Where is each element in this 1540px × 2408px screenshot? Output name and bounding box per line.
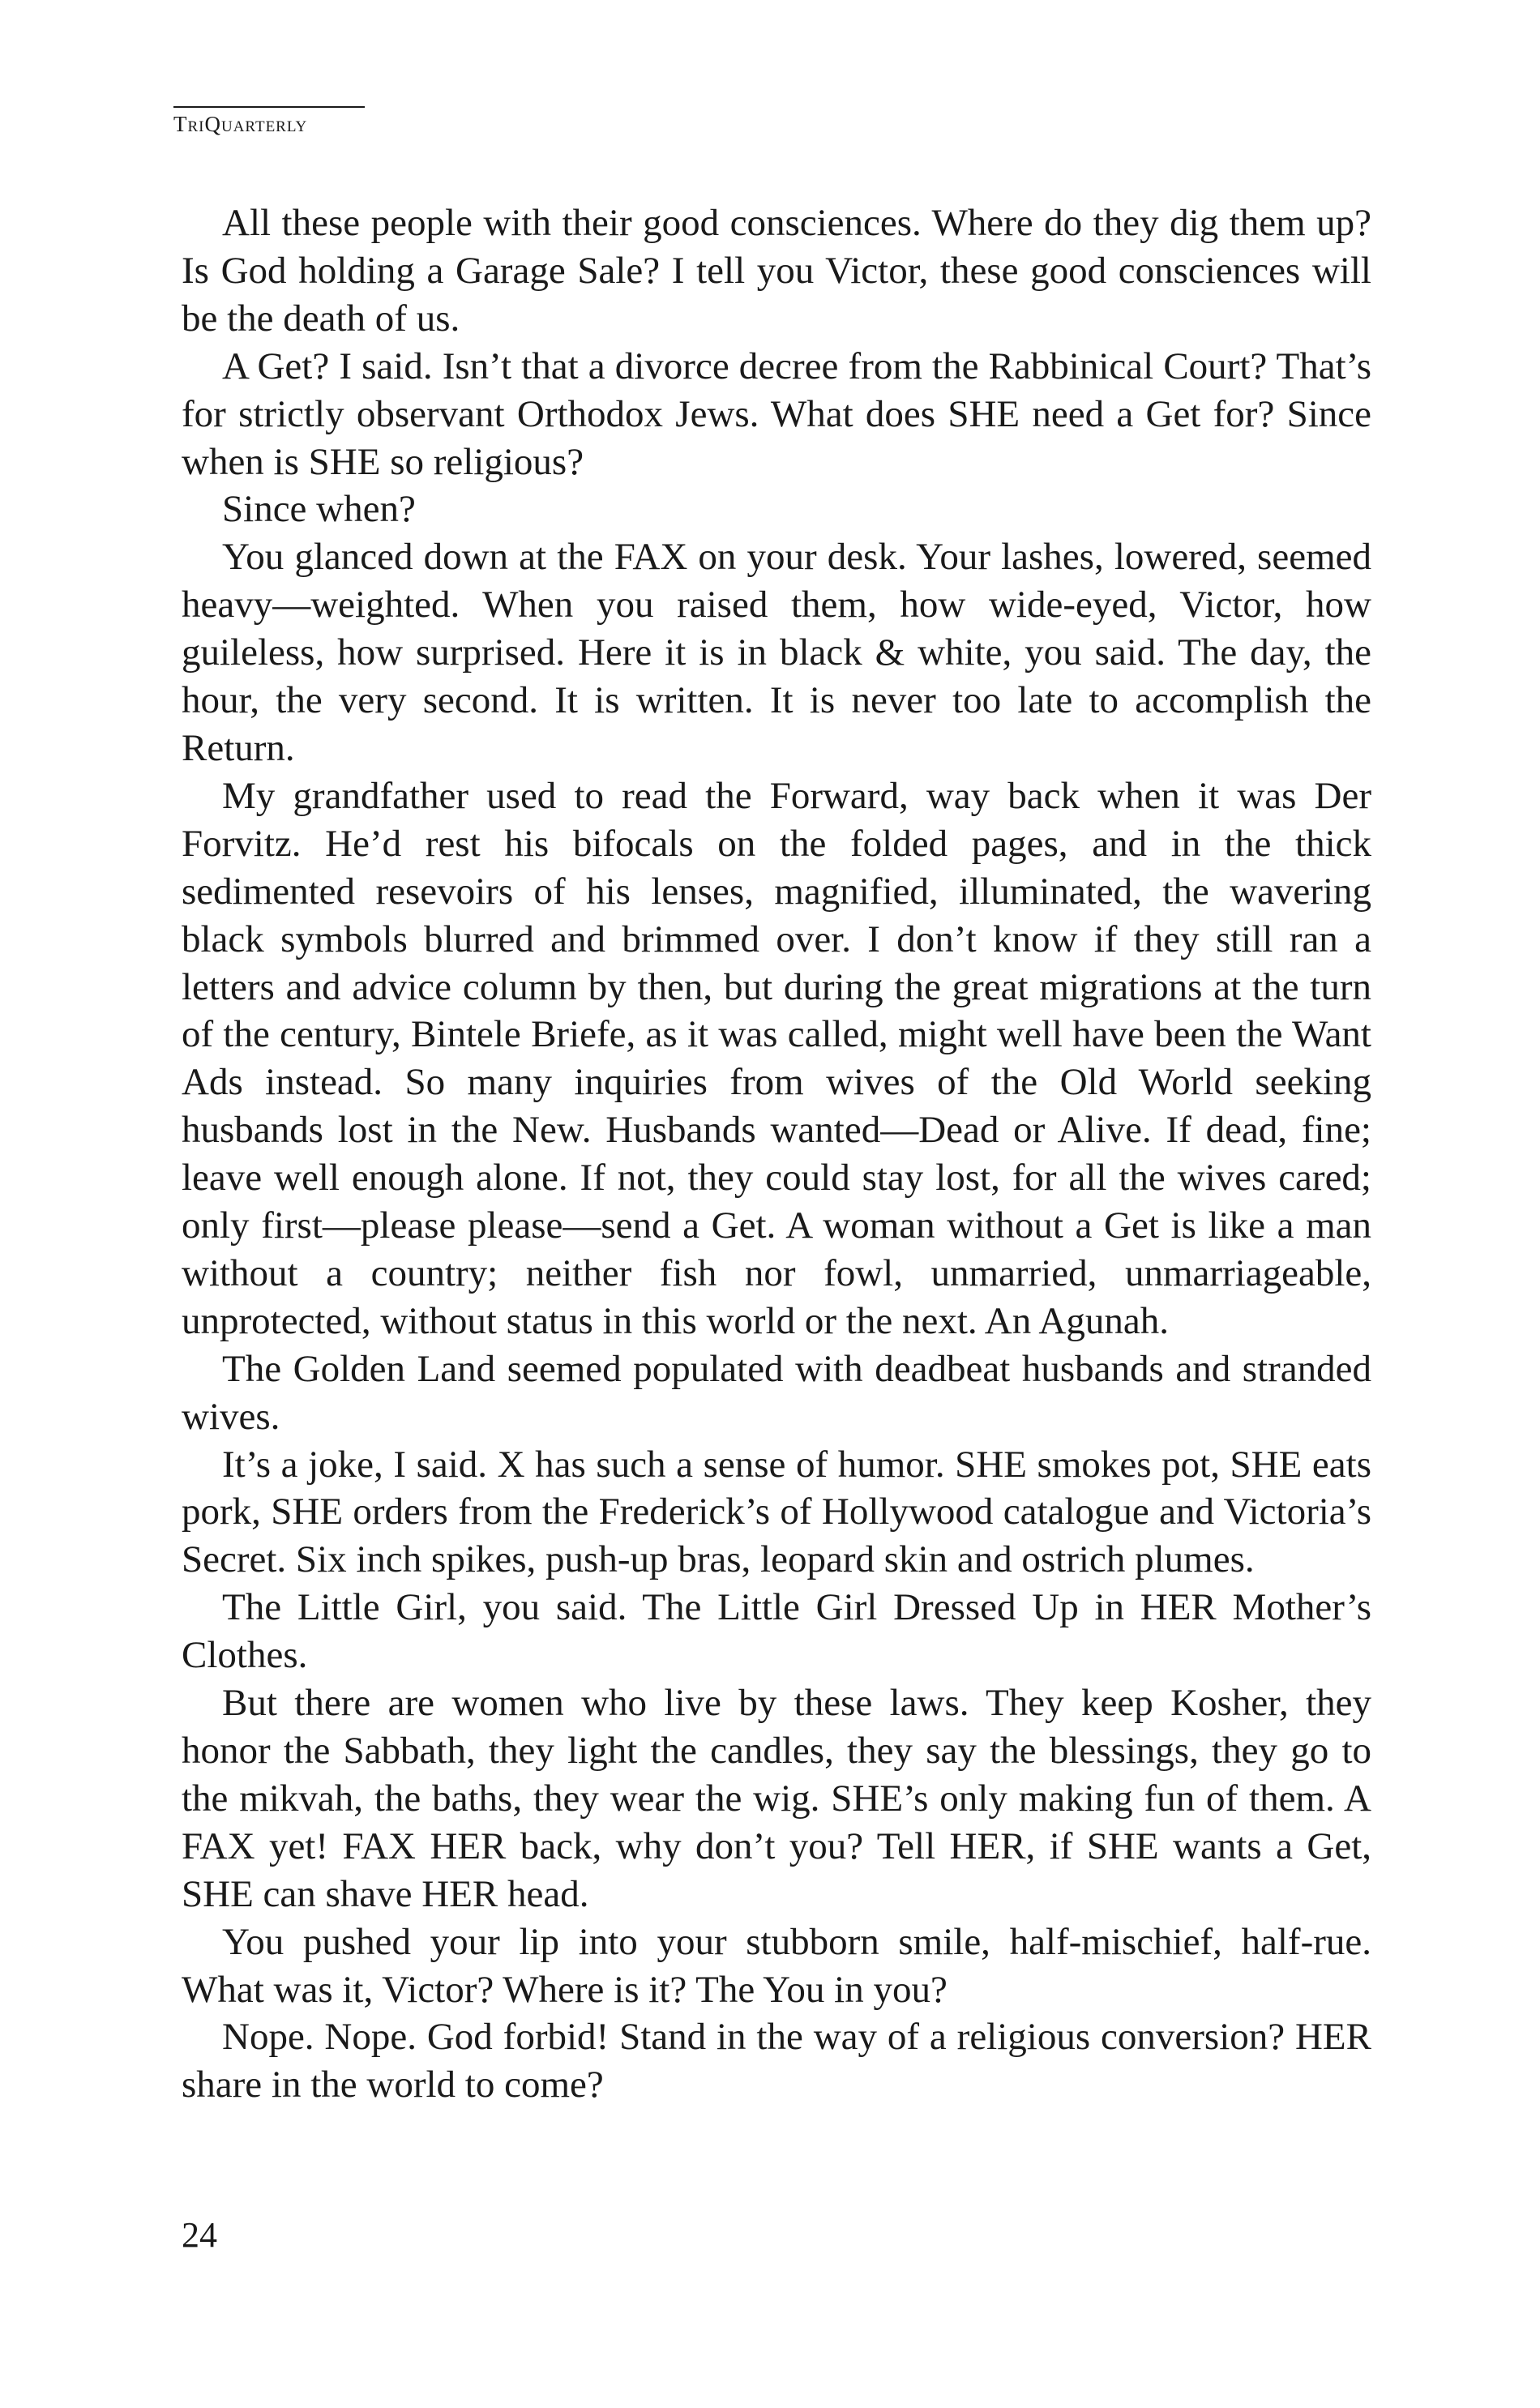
paragraph: You pushed your lip into your stubborn smile, half-mischief, half-rue. What was it, Victor? Where is it? The You in you? [182,1920,1371,2011]
paragraph: The Little Girl, you said. The Little Girl Dressed Up in HER Mother’s Clothes. [182,1586,1371,1677]
paragraph: It’s a joke, I said. X has such a sense of humor. SHE smokes pot, SHE eats pork, SHE orders from the Frederick’s of Hollywood catalogue and Victoria’s Secret. Six inch spikes, push-up bras, leopard skin and ostrich plumes. [182,1443,1371,1581]
running-head-rule [173,106,365,108]
body-text [182,199,1371,2109]
page-number: 24 [182,2215,217,2255]
paragraph: Since when? [222,488,416,531]
paragraph: You glanced down at the FAX on your desk. Your lashes, lowered, seemed heavy—weighted. When you raised them, how wide-eyed, Victor, how guileless, how surprised. Here it is in black & white, you said. The day, the hour, the very second. It is written. It is never too late to accomplish the Return. [182,536,1371,769]
running-head: TriQuarterly [173,112,308,136]
paragraph: The Golden Land seemed populated with deadbeat husbands and stranded wives. [182,1347,1371,1438]
paragraph: All these people with their good consciences. Where do they dig them up? Is God holding a Garage Sale? I tell you Victor, these good consciences will be the death of us. [182,202,1371,340]
paragraph: My grandfather used to read the Forward, way back when it was Der Forvitz. He’d rest his bifocals on the folded pages, and in the thick sedimented resevoirs of his lenses, magnified, illuminated, the wavering black symbols blurred and brimmed over. I don’t know if they still ran a letters and advice column by then, but during the great migrations at the turn of the century, Bintele Briefe, as it was called, might well have been the Want Ads instead. So many inquiries from wives of the Old World seeking husbands lost in the New. Husbands wanted—Dead or Alive. If dead, fine; leave well enough alone. If not, they could stay lost, for all the wives cared; only first—please please—send a Get. A woman without a Get is like a man without a country; neither fish nor fowl, unmarried, unmarriageable, unprotected, without status in this world or the next. An Agunah. [182,774,1371,1342]
paragraph: But there are women who live by these laws. They keep Kosher, they honor the Sabbath, they light the candles, they say the blessings, they go to the mikvah, the baths, they wear the wig. SHE’s only making fun of them. A FAX yet! FAX HER back, why don’t you? Tell HER, if SHE wants a Get, SHE can shave HER head. [182,1682,1371,1915]
paragraph: Nope. Nope. God forbid! Stand in the way of a religious conversion? HER share in the world to come? [182,2016,1371,2106]
paragraph: A Get? I said. Isn’t that a divorce decree from the Rabbinical Court? That’s for strictly observant Orthodox Jews. What does SHE need a Get for? Since when is SHE so religious? [182,344,1371,483]
